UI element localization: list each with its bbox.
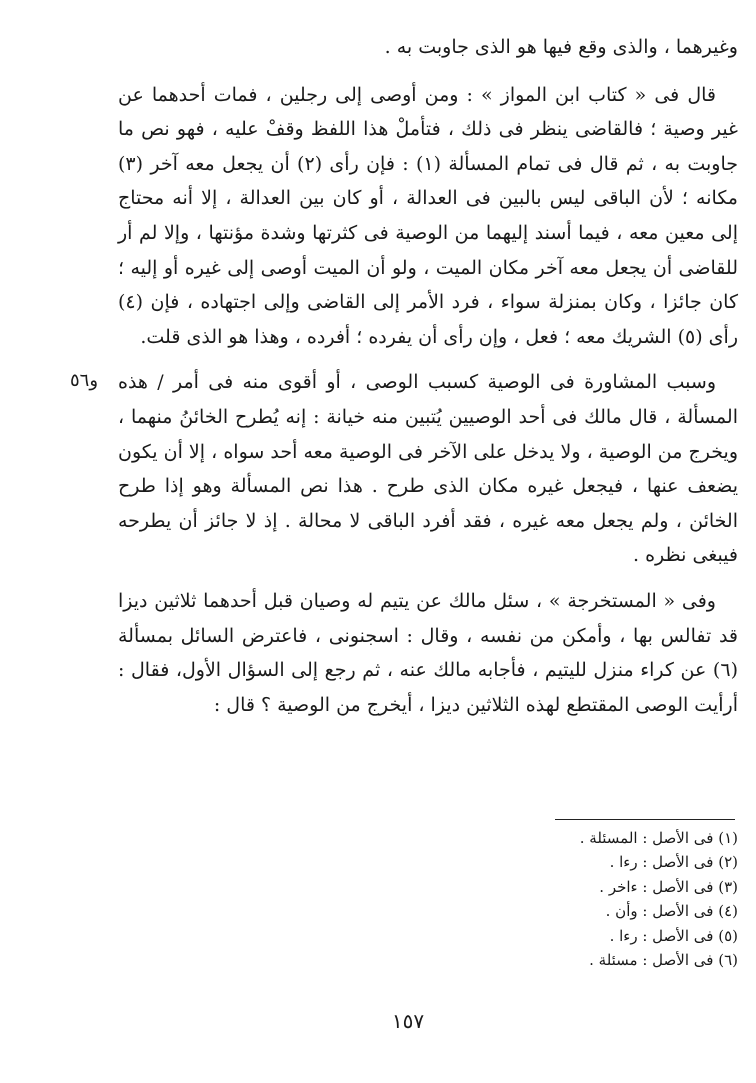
paragraph-1: وغيرهما ، والذى وقع فيها هو الذى جاوبت به .: [384, 36, 738, 58]
footnote-divider: [555, 819, 735, 820]
paragraph-3: وسبب المشاورة فى الوصية كسبب الوصى ، أو أقوى منه فى أمر / هذه المسألة ، قال مالك فى أحد الوصيين يُتبين منه خيانة : إنه يُطرح الخائنُ منهما ، ويخرج من الوصية ، ولا يدخل على الآخر فى الوصية معه أحد سواه ، إلا أن يكون يضعف عنها ، فيجعل غيره مكان الذى طرح . هذا نص المسألة وهو إذا طرح الخائن ، ولم يجعل معه غيره ، فقد أفرد الباقى لا محالة . إذ لا جائز أن يطرحه فيبغى نظره .: [118, 371, 738, 567]
footnote-6: (٦) فى الأصل : مسئلة .: [589, 951, 738, 970]
manuscript-folio-note: و٥٦: [70, 370, 99, 391]
footnote-1: (١) فى الأصل : المسئلة .: [579, 829, 738, 847]
page-number: ١٥٧: [391, 1009, 425, 1033]
footnotes: [380, 826, 738, 972]
footnote-3: (٣) فى الأصل : ءاخر .: [599, 877, 738, 896]
footnote-2: (٢) فى الأصل : رءا .: [609, 853, 738, 872]
footnote-5: (٥) فى الأصل : رءا .: [609, 926, 738, 945]
paragraph-4: وفى « المستخرجة » ، سئل مالك عن يتيم له وصيان قبل أحدهما ثلاثين ديزا قد تفالس بها ، وأمكن من نفسه ، وقال : اسجنونى ، فاعترض السائل بمسألة (٦) عن كراء منزل لليتيم ، فأجابه مالك عنه ، ثم رجع إلى السؤال الأول، فقال : أرأيت الوصى المقتطع لهذه الثلاثين ديزا ، أيخرج من الوصية ؟ قال :: [118, 589, 738, 716]
paragraph-2: قال فى « كتاب ابن المواز » : ومن أوصى إلى رجلين ، فمات أحدهما عن غير وصية ؛ فالقاضى ينظر فى ذلك ، فتأملْ هذا اللفظ وقفْ عليه ، فهو نص ما جاوبت به ، ثم قال فى تمام المسألة (١) : فإن رأى (٢) أن يجعل معه آخر (٣) مكانه ؛ لأن الباقى ليس بالبين فى العدالة ، أو كان بين العدالة ، إلا أنه محتاج إلى معين معه ، فيما أسند إليهما من الوصية فى كثرتها وشدة مؤنتها ، وإلا لم أر للقاضى أن يجعل معه آخر مكان الميت ، ولو أن الميت أوصى إلى غيره أو إليه ؛ كان جائزا ، وكان بمنزلة سواء ، فرد الأمر إلى القاضى وإلى اجتهاده ، فإن (٤) رأى (٥) الشريك معه ؛ فعل ، وإن رأى أن يفرده ؛ أفرده ، وهذا هو الذى قلت.: [118, 83, 738, 348]
main-text: [118, 30, 738, 722]
footnote-4: (٤) فى الأصل : وأن .: [605, 902, 738, 921]
